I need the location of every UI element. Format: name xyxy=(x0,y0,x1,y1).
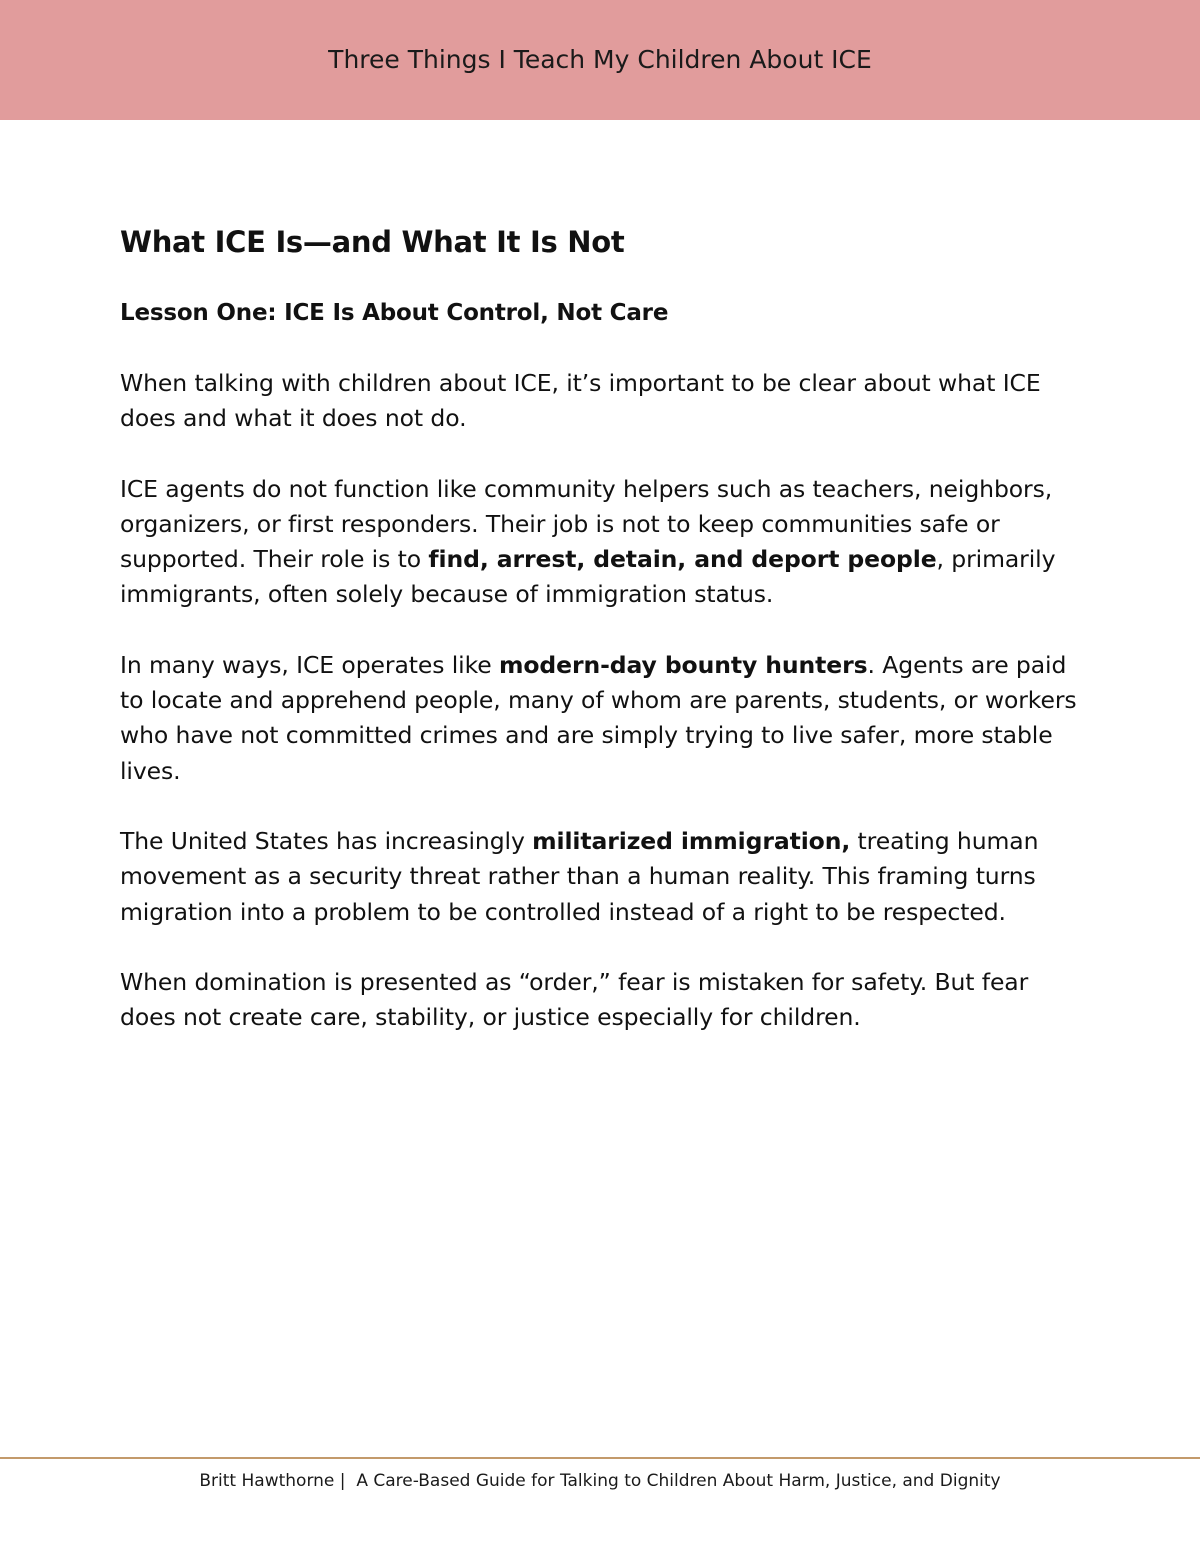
emphasis-text: find, arrest, detain, and deport people xyxy=(428,545,937,574)
paragraph-text: . Agents are paid to locate and apprehend people, many of whom are parents, students, or workers who have not committed crimes and are simply trying to live safer, more stable lives. xyxy=(120,650,1077,785)
paragraph-domination xyxy=(120,965,1085,1036)
paragraph-text: When domination is presented as “order,” fear is mistaken for safety. But fear does not create care, stability, or justice especially for children. xyxy=(120,967,1029,1032)
document-title: Three Things I Teach My Children About ICE xyxy=(328,44,872,74)
paragraph-militarized xyxy=(120,824,1085,930)
paragraph-intro xyxy=(120,366,1085,437)
paragraph-role xyxy=(120,472,1085,613)
footer-author: Britt Hawthorne xyxy=(199,1471,335,1491)
paragraph-text: When talking with children about ICE, it’s important to be clear about what ICE does and what it does not do. xyxy=(120,369,1041,433)
paragraph-text: , primarily immigrants, often solely because of immigration status. xyxy=(120,545,1056,609)
paragraph-text: The United States has increasingly xyxy=(120,826,533,855)
paragraph-text: In many ways, ICE operates like xyxy=(120,650,499,679)
emphasis-text: modern-day bounty hunters xyxy=(499,650,868,679)
footer-divider xyxy=(0,1457,1200,1459)
lesson-title: Lesson One: ICE Is About Control, Not Care xyxy=(120,300,669,326)
footer-separator: | xyxy=(334,1471,357,1491)
footer xyxy=(0,1471,1200,1491)
emphasis-text: militarized immigration, xyxy=(532,826,851,855)
header-banner xyxy=(0,0,1200,120)
section-heading: What ICE Is—and What It Is Not xyxy=(120,225,625,259)
paragraph-text: ICE agents do not function like community helpers such as teachers, neighbors, organizers, or first responders. Their job is not to keep communities safe or supported. Their role is to xyxy=(120,474,1053,574)
footer-guide-title: A Care-Based Guide for Talking to Children About Harm, Justice, and Dignity xyxy=(356,1471,1001,1491)
main-content xyxy=(120,222,1085,1035)
paragraph-bounty-hunters xyxy=(120,648,1085,789)
paragraph-text: treating human movement as a security threat rather than a human reality. This framing turns migration into a problem to be controlled instead of a right to be respected. xyxy=(120,826,1039,926)
